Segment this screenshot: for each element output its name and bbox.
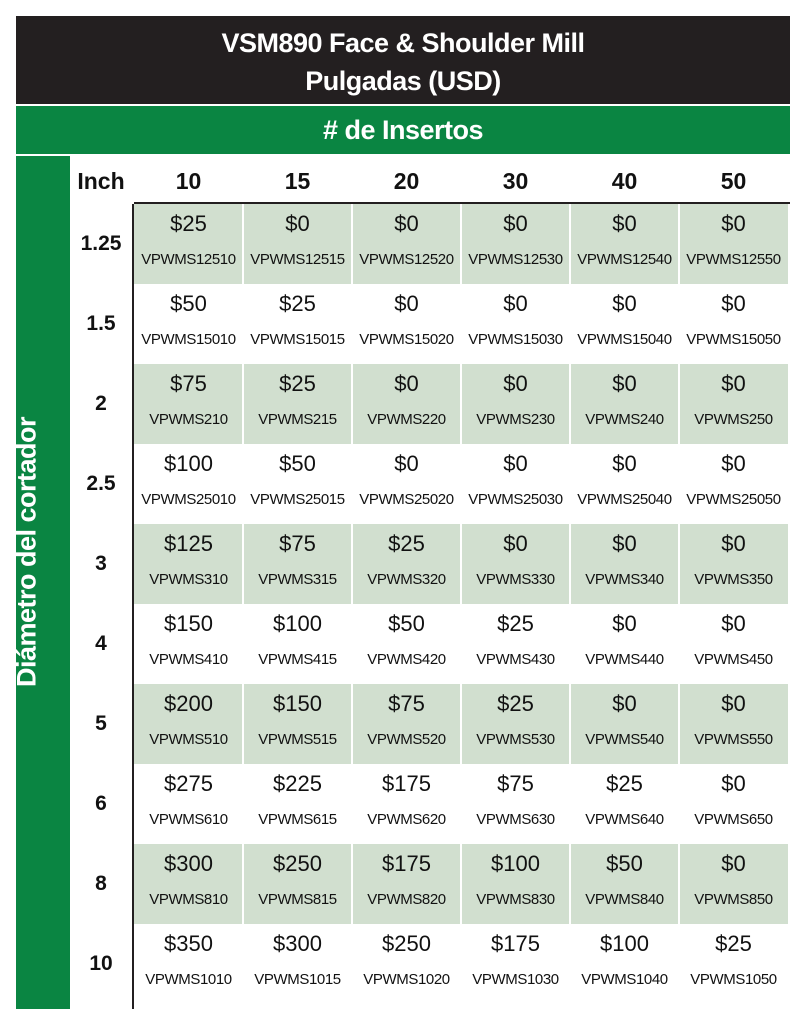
row-diameter-label: 4 — [95, 632, 107, 655]
cell-part-code: VPWMS350 — [694, 571, 773, 588]
table-cell — [134, 524, 243, 604]
table-cell — [134, 684, 243, 764]
table-cell — [134, 284, 243, 364]
cell-price: $25 — [606, 771, 643, 796]
cell-price: $50 — [279, 451, 316, 476]
cell-part-code: VPWMS410 — [149, 651, 228, 668]
table-cell — [243, 204, 352, 284]
table-cell — [352, 604, 461, 684]
cell-price: $0 — [721, 291, 746, 316]
cell-divider — [242, 684, 244, 764]
cell-part-code: VPWMS25020 — [359, 491, 454, 508]
cell-part-code: VPWMS450 — [694, 651, 773, 668]
cell-part-code: VPWMS530 — [476, 731, 555, 748]
table-row — [70, 844, 790, 924]
table-cell — [243, 604, 352, 684]
table-cell — [134, 204, 243, 284]
cell-part-code: VPWMS220 — [367, 411, 446, 428]
cell-divider — [569, 684, 571, 764]
cell-part-code: VPWMS12515 — [250, 251, 345, 268]
cell-price: $0 — [721, 851, 746, 876]
corner-header: Inch — [77, 168, 125, 194]
cell-part-code: VPWMS550 — [694, 731, 773, 748]
row-diameter-label: 1.25 — [80, 232, 122, 255]
cell-part-code: VPWMS610 — [149, 811, 228, 828]
inserts-header: # de Insertos — [322, 115, 484, 145]
cell-part-code: VPWMS15030 — [468, 331, 563, 348]
cell-price: $0 — [503, 531, 528, 556]
cell-divider — [242, 524, 244, 604]
cell-price: $0 — [721, 691, 746, 716]
table-cell — [134, 604, 243, 684]
cell-part-code: VPWMS515 — [258, 731, 337, 748]
table-cell — [352, 204, 461, 284]
cell-part-code: VPWMS1010 — [145, 971, 232, 988]
cell-divider — [569, 844, 571, 924]
row-diameter-label: 2.5 — [86, 472, 116, 495]
table-cell — [352, 844, 461, 924]
title-banner — [16, 16, 790, 104]
table-cell — [570, 764, 679, 844]
page-subtitle: Pulgadas (USD) — [305, 66, 501, 96]
cell-price: $25 — [279, 291, 316, 316]
table-cell — [679, 924, 788, 1004]
cell-price: $25 — [497, 691, 534, 716]
cell-part-code: VPWMS840 — [585, 891, 664, 908]
cell-part-code: VPWMS520 — [367, 731, 446, 748]
row-diameter-label: 1.5 — [86, 312, 116, 335]
cell-divider — [460, 524, 462, 604]
table-cell — [352, 764, 461, 844]
cell-price: $0 — [503, 291, 528, 316]
cell-price: $0 — [503, 451, 528, 476]
table-cell — [570, 924, 679, 1004]
cell-part-code: VPWMS1030 — [472, 971, 559, 988]
cell-part-code: VPWMS615 — [258, 811, 337, 828]
table-cell — [679, 844, 788, 924]
cell-price: $25 — [388, 531, 425, 556]
table-cell — [570, 524, 679, 604]
table-cell — [679, 604, 788, 684]
cell-part-code: VPWMS640 — [585, 811, 664, 828]
diameter-side-label: Diámetro del cortador — [11, 416, 42, 688]
cell-part-code: VPWMS12530 — [468, 251, 563, 268]
price-table — [70, 156, 790, 1004]
cell-divider — [351, 524, 353, 604]
cell-part-code: VPWMS25050 — [686, 491, 781, 508]
cell-divider — [460, 364, 462, 444]
cell-price: $0 — [721, 531, 746, 556]
cell-divider — [460, 684, 462, 764]
table-row — [70, 444, 790, 524]
cell-price: $0 — [721, 771, 746, 796]
cell-part-code: VPWMS210 — [149, 411, 228, 428]
row-diameter-label: 2 — [95, 392, 107, 415]
cell-part-code: VPWMS1040 — [581, 971, 668, 988]
cell-part-code: VPWMS430 — [476, 651, 555, 668]
cell-part-code: VPWMS12520 — [359, 251, 454, 268]
cell-part-code: VPWMS12510 — [141, 251, 236, 268]
cell-part-code: VPWMS230 — [476, 411, 555, 428]
table-row — [70, 364, 790, 444]
cell-price: $0 — [394, 211, 419, 236]
table-cell — [570, 444, 679, 524]
cell-price: $25 — [715, 931, 752, 956]
table-cell — [134, 924, 243, 1004]
cell-part-code: VPWMS820 — [367, 891, 446, 908]
cell-part-code: VPWMS815 — [258, 891, 337, 908]
cell-price: $0 — [721, 371, 746, 396]
cell-part-code: VPWMS320 — [367, 571, 446, 588]
table-row — [70, 924, 790, 1004]
column-header-inserts-15: 15 — [284, 168, 311, 194]
cell-price: $300 — [273, 931, 322, 956]
cell-part-code: VPWMS620 — [367, 811, 446, 828]
cell-divider — [460, 844, 462, 924]
table-cell — [352, 524, 461, 604]
cell-price: $175 — [382, 851, 431, 876]
page-title: VSM890 Face & Shoulder Mill — [221, 28, 585, 58]
cell-part-code: VPWMS330 — [476, 571, 555, 588]
cell-divider — [678, 684, 680, 764]
cell-price: $0 — [612, 291, 637, 316]
cell-price: $25 — [497, 611, 534, 636]
cell-price: $75 — [170, 371, 207, 396]
cell-divider — [351, 204, 353, 284]
table-cell — [461, 844, 570, 924]
cell-price: $0 — [612, 371, 637, 396]
cell-price: $225 — [273, 771, 322, 796]
table-cell — [134, 444, 243, 524]
cell-part-code: VPWMS1050 — [690, 971, 777, 988]
column-header-row — [70, 156, 790, 204]
cell-price: $250 — [382, 931, 431, 956]
cell-part-code: VPWMS25040 — [577, 491, 672, 508]
cell-price: $0 — [721, 611, 746, 636]
cell-price: $50 — [388, 611, 425, 636]
cell-price: $200 — [164, 691, 213, 716]
column-header-inserts-30: 30 — [502, 168, 529, 194]
cell-divider — [678, 524, 680, 604]
table-cell — [679, 284, 788, 364]
cell-part-code: VPWMS440 — [585, 651, 664, 668]
column-header-inserts-40: 40 — [611, 168, 638, 194]
cell-price: $175 — [491, 931, 540, 956]
table-cell — [679, 364, 788, 444]
table-cell — [134, 364, 243, 444]
cell-divider — [242, 844, 244, 924]
table-cell — [570, 604, 679, 684]
cell-part-code: VPWMS25015 — [250, 491, 345, 508]
cell-price: $25 — [170, 211, 207, 236]
cell-price: $0 — [612, 211, 637, 236]
cell-part-code: VPWMS810 — [149, 891, 228, 908]
row-diameter-label: 5 — [95, 712, 107, 735]
cell-part-code: VPWMS15015 — [250, 331, 345, 348]
cell-part-code: VPWMS1015 — [254, 971, 341, 988]
cell-part-code: VPWMS25010 — [141, 491, 236, 508]
table-cell — [679, 444, 788, 524]
column-header-inserts-20: 20 — [393, 168, 420, 194]
cell-divider — [351, 364, 353, 444]
cell-part-code: VPWMS540 — [585, 731, 664, 748]
cell-price: $100 — [600, 931, 649, 956]
table-cell — [461, 204, 570, 284]
cell-divider — [569, 524, 571, 604]
table-cell — [134, 844, 243, 924]
cell-price: $125 — [164, 531, 213, 556]
cell-price: $0 — [285, 211, 310, 236]
cell-divider — [678, 364, 680, 444]
cell-price: $0 — [721, 451, 746, 476]
table-cell — [243, 844, 352, 924]
cell-price: $100 — [273, 611, 322, 636]
cell-part-code: VPWMS240 — [585, 411, 664, 428]
cell-part-code: VPWMS510 — [149, 731, 228, 748]
table-cell — [243, 284, 352, 364]
table-cell — [570, 284, 679, 364]
row-diameter-label: 3 — [95, 552, 107, 575]
cell-price: $75 — [497, 771, 534, 796]
cell-price: $0 — [612, 611, 637, 636]
cell-divider — [351, 844, 353, 924]
cell-price: $100 — [164, 451, 213, 476]
column-header-inserts-50: 50 — [720, 168, 747, 194]
table-cell — [243, 684, 352, 764]
cell-price: $75 — [279, 531, 316, 556]
table-cell — [352, 684, 461, 764]
table-row — [70, 284, 790, 364]
cell-price: $350 — [164, 931, 213, 956]
cell-divider — [460, 204, 462, 284]
cell-part-code: VPWMS250 — [694, 411, 773, 428]
cell-part-code: VPWMS12550 — [686, 251, 781, 268]
table-cell — [243, 924, 352, 1004]
cell-part-code: VPWMS12540 — [577, 251, 672, 268]
cell-price: $50 — [606, 851, 643, 876]
table-cell — [352, 924, 461, 1004]
cell-part-code: VPWMS1020 — [363, 971, 450, 988]
table-cell — [570, 364, 679, 444]
row-diameter-label: 10 — [89, 952, 113, 975]
table-row — [70, 524, 790, 604]
cell-price: $0 — [394, 291, 419, 316]
row-diameter-label: 8 — [95, 872, 107, 895]
table-cell — [570, 684, 679, 764]
cell-price: $0 — [394, 371, 419, 396]
table-cell — [352, 284, 461, 364]
table-cell — [679, 684, 788, 764]
cell-price: $0 — [394, 451, 419, 476]
cell-price: $250 — [273, 851, 322, 876]
table-cell — [679, 764, 788, 844]
table-cell — [679, 204, 788, 284]
cell-price: $0 — [612, 691, 637, 716]
cell-divider — [242, 364, 244, 444]
table-row — [70, 684, 790, 764]
table-cell — [679, 524, 788, 604]
inserts-header-bar — [16, 106, 790, 154]
table-cell — [461, 684, 570, 764]
cell-divider — [569, 204, 571, 284]
cell-part-code: VPWMS340 — [585, 571, 664, 588]
table-cell — [461, 364, 570, 444]
cell-part-code: VPWMS315 — [258, 571, 337, 588]
table-cell — [570, 204, 679, 284]
cell-divider — [678, 204, 680, 284]
cell-price: $50 — [170, 291, 207, 316]
cell-price: $0 — [503, 371, 528, 396]
table-cell — [352, 444, 461, 524]
column-header-inserts-10: 10 — [175, 168, 202, 194]
cell-price: $0 — [721, 211, 746, 236]
cell-divider — [678, 844, 680, 924]
cell-price: $25 — [279, 371, 316, 396]
table-row — [70, 204, 790, 284]
cell-price: $300 — [164, 851, 213, 876]
cell-part-code: VPWMS420 — [367, 651, 446, 668]
table-cell — [243, 364, 352, 444]
table-cell — [461, 604, 570, 684]
table-cell — [461, 524, 570, 604]
cell-part-code: VPWMS15020 — [359, 331, 454, 348]
cell-price: $150 — [273, 691, 322, 716]
cell-part-code: VPWMS25030 — [468, 491, 563, 508]
cell-part-code: VPWMS15010 — [141, 331, 236, 348]
cell-price: $0 — [503, 211, 528, 236]
cell-part-code: VPWMS415 — [258, 651, 337, 668]
cell-price: $0 — [612, 531, 637, 556]
cell-price: $275 — [164, 771, 213, 796]
cell-part-code: VPWMS850 — [694, 891, 773, 908]
table-cell — [461, 924, 570, 1004]
table-cell — [134, 764, 243, 844]
cell-part-code: VPWMS215 — [258, 411, 337, 428]
table-cell — [243, 444, 352, 524]
cell-price: $0 — [612, 451, 637, 476]
table-cell — [461, 284, 570, 364]
cell-divider — [242, 204, 244, 284]
cell-divider — [351, 684, 353, 764]
table-cell — [243, 524, 352, 604]
cell-divider — [569, 364, 571, 444]
table-row — [70, 604, 790, 684]
table-cell — [352, 364, 461, 444]
table-cell — [570, 844, 679, 924]
cell-part-code: VPWMS15050 — [686, 331, 781, 348]
cell-price: $75 — [388, 691, 425, 716]
cell-part-code: VPWMS650 — [694, 811, 773, 828]
cell-price: $150 — [164, 611, 213, 636]
row-diameter-label: 6 — [95, 792, 107, 815]
table-cell — [243, 764, 352, 844]
table-cell — [461, 444, 570, 524]
cell-part-code: VPWMS15040 — [577, 331, 672, 348]
cell-price: $175 — [382, 771, 431, 796]
cell-price: $100 — [491, 851, 540, 876]
table-cell — [461, 764, 570, 844]
cell-part-code: VPWMS830 — [476, 891, 555, 908]
cell-part-code: VPWMS630 — [476, 811, 555, 828]
table-row — [70, 764, 790, 844]
cell-part-code: VPWMS310 — [149, 571, 228, 588]
